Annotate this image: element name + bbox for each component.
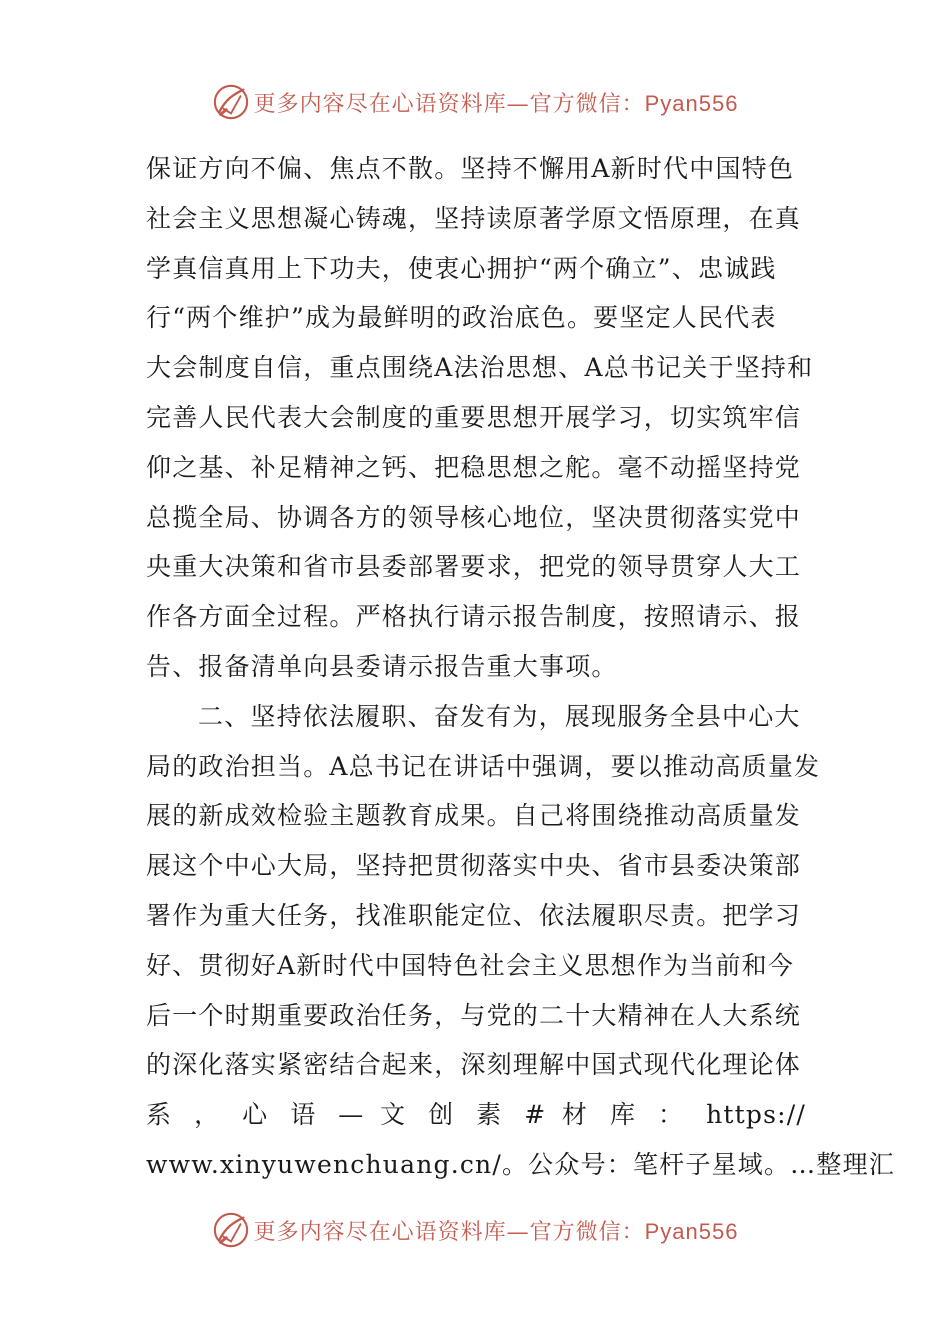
text-line: 好、贯彻好A新时代中国特色社会主义思想作为当前和今	[146, 950, 795, 980]
text-line: 作各方面全过程。严格执行请示报告制度，按照请示、报	[146, 602, 802, 632]
text-line: 展的新成效检验主题教育成果。自己将围绕推动高质量发	[146, 801, 802, 831]
header-banner	[0, 80, 950, 124]
text-line: 社会主义思想凝心铸魂，坚持读原著学原文悟原理，在真	[146, 203, 802, 233]
text-line: 完善人民代表大会制度的重要思想开展学习，切实筑牢信	[146, 402, 802, 432]
text-line: 大会制度自信，重点围绕A法治思想、A总书记关于坚持和	[146, 353, 814, 383]
text-line: 系 ， 心 语 — 文 创 素 # 材 库 ： https://	[146, 1100, 806, 1130]
text-line: 署作为重大任务，找准职能定位、依法履职尽责。把学习	[146, 900, 802, 930]
text-line: 告、报备清单向县委请示报告重大事项。	[146, 651, 618, 681]
pen-logo-icon	[212, 83, 250, 121]
text-line: www.xinyuwenchuang.cn/。公众号：笔杆子星域。…整理汇	[146, 1149, 895, 1179]
text-line: 保证方向不偏、焦点不散。坚持不懈用A新时代中国特色	[146, 154, 795, 183]
text-line: 展这个中心大局，坚持把贯彻落实中央、省市县委决策部	[146, 851, 802, 881]
footer-banner-text: 更多内容尽在心语资料库—官方微信：Pyan556	[253, 1218, 739, 1245]
pen-logo-icon	[212, 1211, 250, 1249]
section-heading-line: 二、坚持依法履职、奋发有为，展现服务全县中心大	[198, 701, 801, 731]
header-banner-text: 更多内容尽在心语资料库—官方微信：Pyan556	[253, 90, 739, 117]
text-line: 局的政治担当。A总书记在讲话中强调，要以推动高质量发	[146, 751, 821, 781]
footer-banner	[0, 1208, 950, 1252]
text-line: 行“两个维护”成为最鲜明的政治底色。要坚定人民代表	[146, 303, 777, 333]
text-line: 后一个时期重要政治任务，与党的二十大精神在人大系统	[146, 1000, 802, 1030]
text-line: 总揽全局、协调各方的领导核心地位，坚决贯彻落实党中	[146, 502, 802, 532]
text-line: 的深化落实紧密结合起来，深刻理解中国式现代化理论体	[146, 1050, 802, 1080]
header-wechat-id: Pyan556	[644, 90, 739, 116]
document-body	[146, 144, 895, 1190]
text-line: 学真信真用上下功夫，使衷心拥护“两个确立”、忠诚践	[146, 253, 777, 283]
text-line: 央重大决策和省市县委部署要求，把党的领导贯穿人大工	[146, 552, 802, 582]
footer-wechat-id: Pyan556	[644, 1218, 739, 1244]
text-line: 仰之基、补足精神之钙、把稳思想之舵。毫不动摇坚持党	[146, 452, 802, 482]
